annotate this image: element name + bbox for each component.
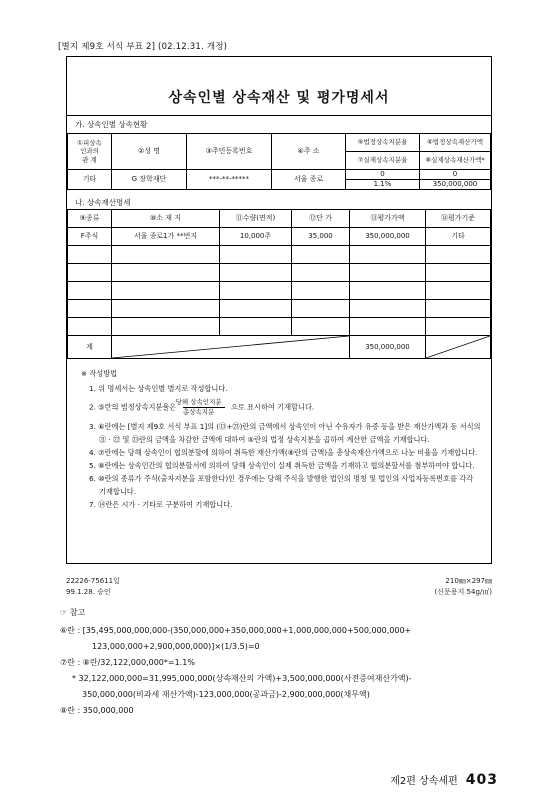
empty-row	[68, 318, 491, 336]
cell-quantity: 10,000주	[220, 228, 292, 246]
reference-line: ⑦란 : ⑧란/32,122,000,000*=1.1%	[60, 658, 195, 667]
total-label: 계	[68, 336, 112, 359]
fraction-numerator: 당해 상속인지분	[183, 398, 225, 408]
reference-line: 350,000,000(비과세 재산가액)-123,000,000(공과금)-2,900,000,000(채무액)	[82, 690, 370, 699]
total-value: 350,000,000	[350, 336, 426, 359]
instruction-text: 2. ⑤란의 법정상속지분율은	[89, 402, 177, 412]
cell-legal-share-amount: 0	[420, 170, 491, 180]
footer-paper-type: (신문용지 54g/㎡)	[434, 588, 492, 596]
form-header-label: [별지 제9호 서식 부표 2] (02.12.31. 개정)	[58, 42, 228, 52]
cell-actual-share-rate: 1.1%	[346, 180, 420, 190]
cell-address: 서울 종로	[272, 170, 346, 190]
footer-approval: 99.1.28. 승인	[66, 588, 111, 596]
instruction-item: 4. ⑦란에는 당해 상속인이 협의분할에 의하여 취득한 재산가액(⑧란의 금액)을 총상속재산가액으로 나눈 비율을 기재합니다.	[89, 448, 478, 457]
reference-line: 123,000,000+2,900,000,000)]×(1/3.5)=0	[92, 642, 260, 651]
instruction-item: 5. ⑧란에는 상속인간의 협의분할서에 의하여 당해 상속인이 실제 취득한 금액을 기재하고 협의분할서를 첨부하여야 합니다.	[89, 461, 475, 470]
header-address: ④주 소	[272, 134, 346, 170]
instruction-item	[81, 398, 481, 417]
reference-line: ⑧란 : 350,000,000	[60, 706, 134, 715]
cell-unit-price: 35,000	[292, 228, 350, 246]
instructions	[81, 367, 481, 511]
cell-value: 350,000,000	[350, 228, 426, 246]
diagonal-line	[112, 336, 349, 358]
header-id: ③주민등록번호	[187, 134, 272, 170]
cell-relation: 기타	[68, 170, 112, 190]
divider	[67, 115, 491, 116]
empty-row	[68, 264, 491, 282]
total-row	[68, 336, 491, 359]
fraction	[175, 398, 225, 417]
empty-row	[68, 300, 491, 318]
form-title: 상속인별 상속재산 및 평가명세서	[168, 90, 390, 106]
footer-code: 22226-75611일	[66, 577, 120, 585]
reference-line: ⑥란 : [35,495,000,000,000-(350,000,000+350,000,000+1,000,000,000+500,000,000+	[60, 626, 412, 635]
cell-name: G 장학재단	[112, 170, 187, 190]
form-frame	[66, 56, 492, 564]
page-number: 403	[465, 772, 498, 788]
empty-row	[68, 282, 491, 300]
table-row	[68, 228, 491, 246]
cell-basis: 기타	[426, 228, 491, 246]
section-b-label: 나. 상속재산명세	[75, 198, 131, 207]
section-name: 제2편 상속세편	[390, 776, 458, 787]
instruction-item: 6. ⑩란의 종류가 주식(출자지분을 포함한다)인 경우에는 당해 주식을 발행한 법인의 명칭 및 법인의 사업자등록번호를 각각 기재합니다.	[89, 474, 474, 496]
cell-id: ***-**-*****	[187, 170, 272, 190]
header-name: ②성 명	[112, 134, 187, 170]
reference-heading: ☞ 참고	[60, 608, 86, 617]
header-actual-share-amount: ⑧실제상속재산가액*	[420, 152, 491, 170]
cell-location: 서울 종로1가 **번지	[112, 228, 220, 246]
reference-line: * 32,122,000,000=31,995,000,000(상속재산의 가액)+3,500,000,000(사전증여재산가액)-	[72, 674, 412, 683]
cell-actual-share-amount: 350,000,000	[420, 180, 491, 190]
header-unit-price: ⑫단 가	[292, 210, 350, 228]
header-basis: ⑭평가기준	[426, 210, 491, 228]
page-footer	[390, 772, 498, 788]
header-value: ⑬평가가액	[350, 210, 426, 228]
header-legal-share-rate: ⑤법정상속지분율	[346, 134, 420, 152]
instruction-item: 1. 위 명세서는 상속인별 별지로 작성합니다.	[89, 384, 228, 393]
header-legal-share-amount: ⑥법정상속재산가액	[420, 134, 491, 152]
total-diagonal-cell	[112, 336, 350, 359]
section-a-label: 가. 상속인별 상속현황	[75, 120, 148, 129]
header-location: ⑩소 재 지	[112, 210, 220, 228]
diagonal-line	[426, 336, 490, 358]
total-basis-cell	[426, 336, 491, 359]
footer-paper-size: 210㎜×297㎜	[445, 577, 492, 585]
cell-type: F주식	[68, 228, 112, 246]
instruction-item: 7. ⑭란은 시가 · 기타로 구분하여 기재합니다.	[89, 500, 233, 509]
header-actual-share-rate: ⑦실제상속지분율	[346, 152, 420, 170]
instruction-text: 으로 표시하여 기재합니다.	[230, 402, 315, 412]
header-quantity: ⑪수량(면적)	[220, 210, 292, 228]
property-table	[67, 209, 491, 359]
empty-row	[68, 246, 491, 264]
instruction-item: 3. ⑥란에는 [별지 제9호 서식 부표 1]의 (⑬+㉓)란의 금액에서 상속인이 아닌 수유자가 유증 등을 받은 재산가액과 동 서식의 ㉑ · ㉒ 및 ㉓란의 금액을 차감한 금액에 대하여 ⑤란의 법정 상속지분을 곱하여 계산한 금액을 기재합니다.	[89, 422, 481, 444]
table-header-row	[68, 210, 491, 228]
instructions-heading: ※ 작성방법	[81, 369, 118, 378]
header-type: ⑨종류	[68, 210, 112, 228]
cell-legal-share-rate: 0	[346, 170, 420, 180]
header-relation: ①피상속 인과의 관 계	[68, 134, 112, 170]
heir-status-table	[67, 133, 491, 190]
fraction-denominator: 총상속지분	[182, 408, 215, 416]
